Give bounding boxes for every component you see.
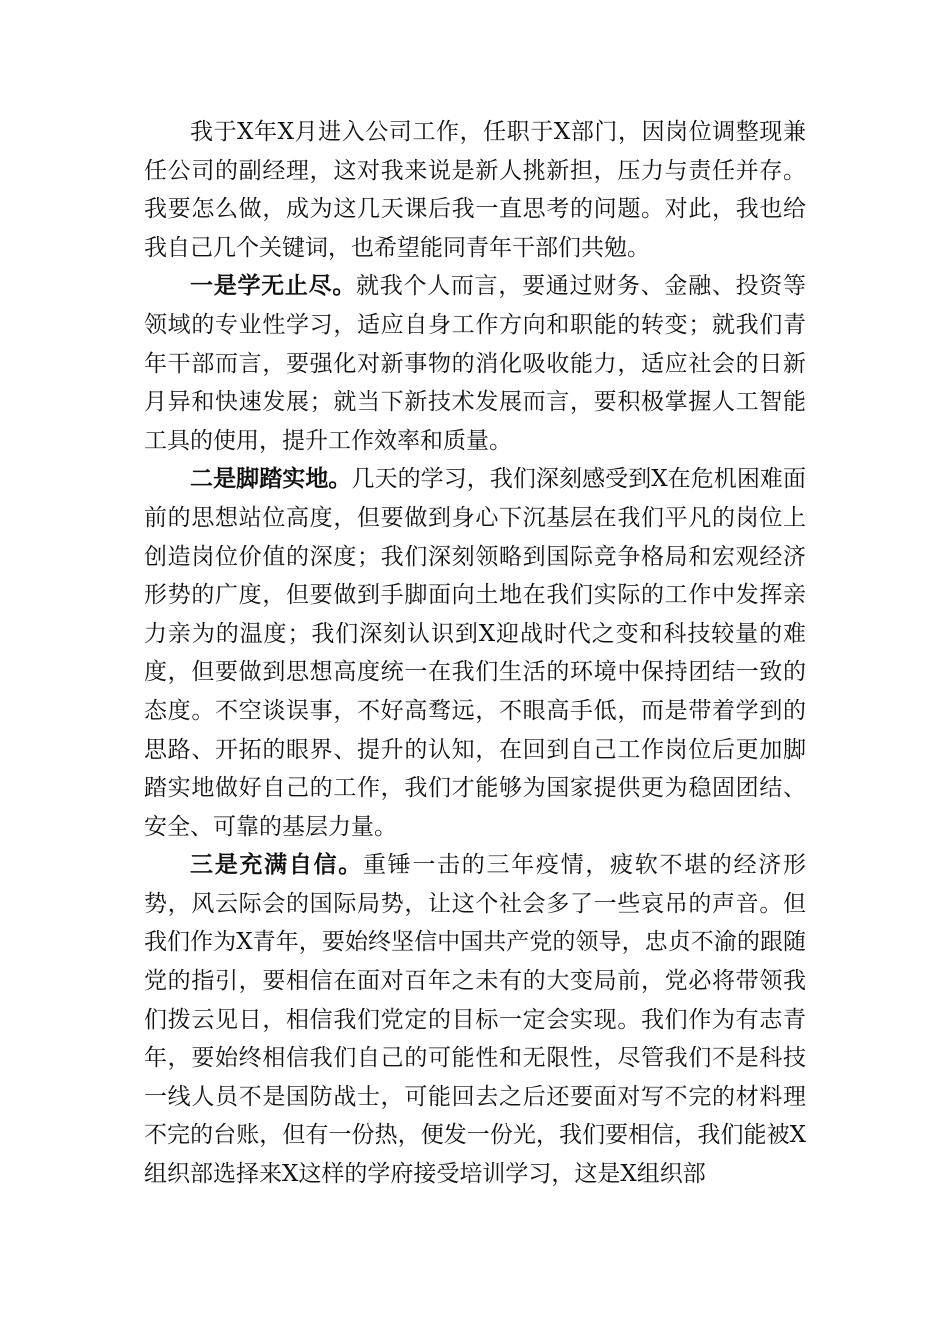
paragraph-point-1 xyxy=(144,267,806,460)
paragraph-text: 几天的学习，我们深刻感受到X在危机困难面前的思想站位高度，但要做到身心下沉基层在我们平凡的岗位上创造岗位价值的深度；我们深刻领略到国际竞争格局和宏观经济形势的广度，但要做到手脚面向土地在我们实际的工作中发挥亲力亲为的温度；我们深刻认识到X迎战时代之变和科技较量的难度，但要做到思想高度统一在我们生活的环境中保持团结一致的态度。不空谈误事，不好高骛远，不眼高手低，而是带着学到的思路、开拓的眼界、提升的认知，在回到自己工作岗位后更加脚踏实地做好自己的工作，我们才能够为国家提供更为稳固团结、安全、可靠的基层力量。 xyxy=(144,466,806,840)
paragraph-heading: 二是脚踏实地。 xyxy=(190,465,352,493)
paragraph-point-2 xyxy=(144,460,806,846)
paragraph-text: 就我个人而言，要通过财务、金融、投资等领域的专业性学习，适应自身工作方向和职能的转变；就我们青年干部而言，要强化对新事物的消化吸收能力，适应社会的日新月异和快速发展；就当下新技术发展而言，要积极掌握人工智能工具的使用，提升工作效率和质量。 xyxy=(144,273,807,454)
paragraph-text: 重锤一击的三年疫情，疲软不堪的经济形势，风云际会的国际局势，让这个社会多了一些哀吊的声音。但我们作为X青年，要始终坚信中国共产党的领导，忠贞不渝的跟随党的指引，要相信在面对百年之未有的大变局前，党必将带领我们拨云见日，相信我们党定的目标一定会实现。我们作为有志青年，要始终相信我们自己的可能性和无限性，尽管我们不是科技一线人员不是国防战士，可能回去之后还要面对写不完的材料理不完的台账，但有一份热，便发一份光，我们要相信，我们能被X组织部选择来X这样的学府接受培训学习，这是X组织部 xyxy=(144,852,807,1188)
paragraph-heading: 三是充满自信。 xyxy=(190,851,363,879)
paragraph-heading: 一是学无止尽。 xyxy=(190,272,357,300)
paragraph-point-3 xyxy=(144,846,806,1193)
paragraph-intro xyxy=(144,113,806,267)
paragraph-text: 我于X年X月进入公司工作，任职于X部门，因岗位调整现兼任公司的副经理，这对我来说是新人挑新担，压力与责任并存。我要怎么做，成为这几天课后我一直思考的问题。对此，我也给我自己几个关键词，也希望能同青年干部们共勉。 xyxy=(144,119,806,261)
document-body xyxy=(144,113,806,1194)
